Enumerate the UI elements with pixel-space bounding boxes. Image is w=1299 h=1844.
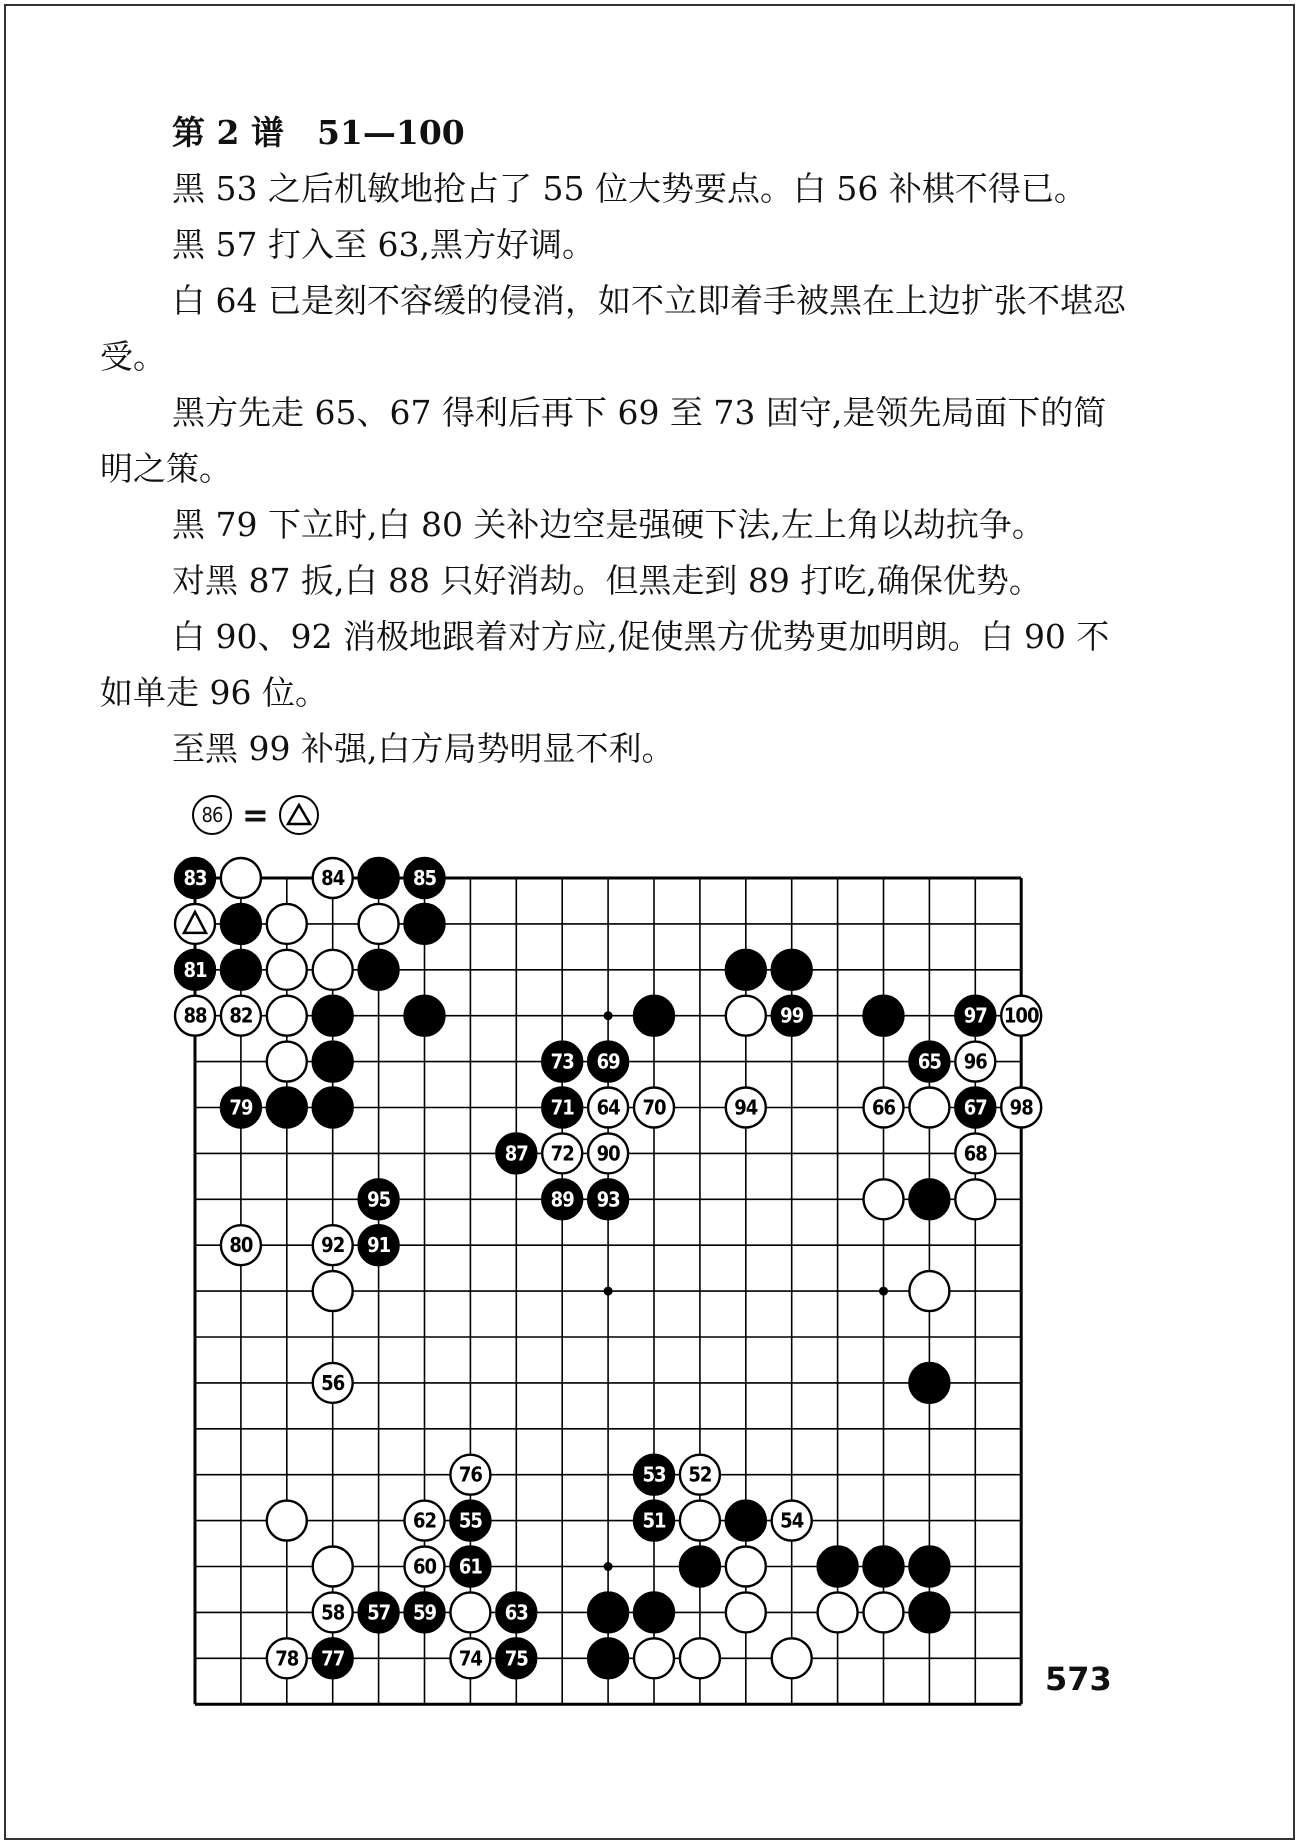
white-stone	[450, 1455, 490, 1495]
white-stone	[313, 1363, 353, 1403]
white-stone	[267, 904, 307, 944]
black-stone	[909, 1042, 949, 1082]
move-number: 59	[412, 1600, 437, 1625]
black-stone	[726, 950, 766, 990]
white-stone	[772, 1638, 812, 1678]
paragraph: 黑 53 之后机敏地抢占了 55 位大势要点。白 56 补棋不得已。	[172, 169, 1087, 208]
move-number: 83	[183, 866, 207, 890]
paragraph: 黑方先走 65、67 得利后再下 69 至 73 固守,是领先局面下的简明之策。	[100, 393, 1107, 488]
move-number: 53	[642, 1462, 666, 1487]
black-stone	[909, 1592, 949, 1632]
move-number: 89	[550, 1187, 574, 1212]
move-number: 90	[596, 1141, 620, 1166]
white-stone	[772, 1501, 812, 1541]
white-stone	[221, 996, 261, 1036]
black-stone	[496, 1133, 536, 1173]
black-stone	[359, 950, 399, 990]
move-number: 60	[412, 1554, 437, 1579]
black-stone	[588, 1042, 628, 1082]
move-number: 64	[596, 1095, 620, 1120]
white-stone	[450, 1638, 490, 1678]
move-number: 65	[917, 1049, 941, 1074]
white-stone	[313, 1225, 353, 1265]
white-stone	[175, 996, 215, 1036]
white-stone	[267, 950, 307, 990]
black-stone	[359, 1592, 399, 1632]
star-point	[879, 1287, 888, 1296]
white-stone	[955, 1179, 995, 1219]
white-stone	[955, 1042, 995, 1082]
black-stone	[772, 996, 812, 1036]
black-stone	[772, 950, 812, 990]
black-stone	[221, 1088, 261, 1128]
move-number: 98	[1009, 1095, 1033, 1120]
white-stone	[726, 1592, 766, 1632]
white-stone	[909, 1088, 949, 1128]
white-stone	[588, 1133, 628, 1173]
paragraph: 白 64 已是刻不容缓的侵消，如不立即着手被黑在上边扩张不堪忍受。	[100, 281, 1126, 376]
move-number: 96	[963, 1049, 987, 1074]
move-number: 87	[504, 1141, 528, 1166]
white-stone	[267, 996, 307, 1036]
white-stone	[680, 1501, 720, 1541]
paragraph: 黑 79 下立时,白 80 关补边空是强硬下法,左上角以劫抗争。	[172, 505, 1045, 544]
black-stone	[634, 996, 674, 1036]
move-number: 80	[229, 1233, 253, 1258]
black-stone	[496, 1592, 536, 1632]
white-stone	[221, 858, 261, 898]
move-number: 95	[367, 1187, 391, 1212]
black-stone	[496, 1638, 536, 1678]
black-stone	[359, 858, 399, 898]
black-stone	[680, 1547, 720, 1587]
white-stone	[726, 1088, 766, 1128]
black-stone	[542, 1179, 582, 1219]
paragraph: 至黑 99 补强,白方局势明显不利。	[172, 729, 675, 768]
move-number: 78	[275, 1646, 299, 1671]
move-number: 75	[504, 1646, 528, 1671]
star-point	[604, 1562, 613, 1571]
white-stone	[1001, 996, 1041, 1036]
paragraph: 黑 57 打入至 63,黑方好调。	[172, 225, 595, 264]
black-stone	[405, 1592, 445, 1632]
black-stone	[221, 950, 261, 990]
black-stone	[588, 1592, 628, 1632]
white-stone	[1001, 1088, 1041, 1128]
black-stone	[634, 1501, 674, 1541]
paragraph: 对黑 87 扳,白 88 只好消劫。但黑走到 89 打吃,确保优势。	[172, 561, 1042, 600]
black-stone	[175, 858, 215, 898]
white-stone	[267, 1042, 307, 1082]
white-stone	[680, 1455, 720, 1495]
move-number: 51	[642, 1508, 666, 1533]
move-number: 77	[321, 1646, 345, 1671]
black-stone	[909, 1179, 949, 1219]
white-stone	[864, 1179, 904, 1219]
black-stone	[405, 996, 445, 1036]
white-stone	[313, 1271, 353, 1311]
move-number: 62	[412, 1508, 437, 1533]
white-stone	[864, 1592, 904, 1632]
black-stone	[405, 858, 445, 898]
move-number: 61	[458, 1554, 482, 1579]
white-stone	[313, 1592, 353, 1632]
white-stone	[405, 1547, 445, 1587]
star-point	[604, 1287, 613, 1296]
legend-equals: =	[242, 796, 269, 834]
move-number: 58	[321, 1600, 345, 1625]
move-number: 71	[550, 1095, 574, 1120]
move-number: 73	[550, 1049, 574, 1074]
white-stone	[175, 904, 215, 944]
move-number: 56	[321, 1370, 345, 1395]
black-stone	[313, 1088, 353, 1128]
move-number: 57	[367, 1600, 391, 1625]
black-stone	[359, 1179, 399, 1219]
move-number: 74	[458, 1646, 482, 1671]
move-number: 79	[229, 1095, 253, 1120]
white-stone	[726, 996, 766, 1036]
move-number: 69	[596, 1049, 620, 1074]
black-stone	[313, 1638, 353, 1678]
black-stone	[588, 1638, 628, 1678]
white-stone	[450, 1592, 490, 1632]
white-stone	[267, 1638, 307, 1678]
white-stone	[634, 1088, 674, 1128]
black-stone	[175, 950, 215, 990]
white-stone	[313, 1547, 353, 1587]
black-stone	[313, 996, 353, 1036]
black-stone	[221, 904, 261, 944]
white-stone	[221, 1225, 261, 1265]
black-stone	[450, 1547, 490, 1587]
move-number: 52	[688, 1462, 712, 1487]
legend-move-number: 86	[201, 803, 223, 827]
black-stone	[359, 1225, 399, 1265]
black-stone	[634, 1455, 674, 1495]
black-stone	[313, 1042, 353, 1082]
black-stone	[955, 1088, 995, 1128]
black-stone	[450, 1501, 490, 1541]
move-number: 72	[550, 1141, 574, 1166]
paragraph: 白 90、92 消极地跟着对方应,促使黑方优势更加明朗。白 90 不如单走 96 位。	[100, 617, 1110, 712]
move-number: 66	[871, 1095, 896, 1120]
black-stone	[864, 1547, 904, 1587]
white-stone	[405, 1501, 445, 1541]
white-stone	[359, 904, 399, 944]
move-number: 81	[183, 957, 207, 982]
move-number: 55	[458, 1508, 482, 1533]
move-number: 82	[229, 1003, 253, 1028]
white-stone	[909, 1271, 949, 1311]
white-stone	[542, 1133, 582, 1173]
white-stone	[680, 1638, 720, 1678]
move-number: 68	[963, 1141, 987, 1166]
black-stone	[909, 1547, 949, 1587]
white-stone	[313, 950, 353, 990]
black-stone	[588, 1179, 628, 1219]
move-number: 92	[321, 1233, 345, 1258]
move-number: 93	[596, 1187, 620, 1212]
black-stone	[542, 1042, 582, 1082]
black-stone	[955, 996, 995, 1036]
move-number: 67	[963, 1095, 987, 1120]
white-stone	[726, 1547, 766, 1587]
move-number: 88	[183, 1003, 207, 1028]
move-number: 100	[1003, 1003, 1039, 1028]
white-stone	[818, 1592, 858, 1632]
move-number: 97	[963, 1003, 987, 1028]
move-number: 54	[780, 1508, 804, 1533]
page-number: 573	[1045, 1660, 1112, 1698]
black-stone	[267, 1088, 307, 1128]
black-stone	[818, 1547, 858, 1587]
black-stone	[726, 1501, 766, 1541]
white-stone	[588, 1088, 628, 1128]
black-stone	[864, 996, 904, 1036]
black-stone	[909, 1363, 949, 1403]
white-stone	[955, 1133, 995, 1173]
white-stone	[267, 1501, 307, 1541]
move-number: 63	[504, 1600, 528, 1625]
move-number: 85	[412, 866, 437, 890]
black-stone	[405, 904, 445, 944]
move-number: 70	[642, 1095, 666, 1120]
white-stone	[313, 858, 353, 898]
black-stone	[542, 1088, 582, 1128]
move-number: 91	[367, 1233, 391, 1258]
white-stone	[634, 1638, 674, 1678]
diagram-heading: 第 2 谱 51—100	[172, 113, 465, 152]
move-number: 76	[458, 1462, 482, 1487]
move-number: 99	[780, 1003, 804, 1028]
white-stone	[864, 1088, 904, 1128]
black-stone	[634, 1592, 674, 1632]
star-point	[604, 1011, 613, 1020]
move-number: 84	[321, 866, 345, 890]
move-number: 94	[734, 1095, 758, 1120]
